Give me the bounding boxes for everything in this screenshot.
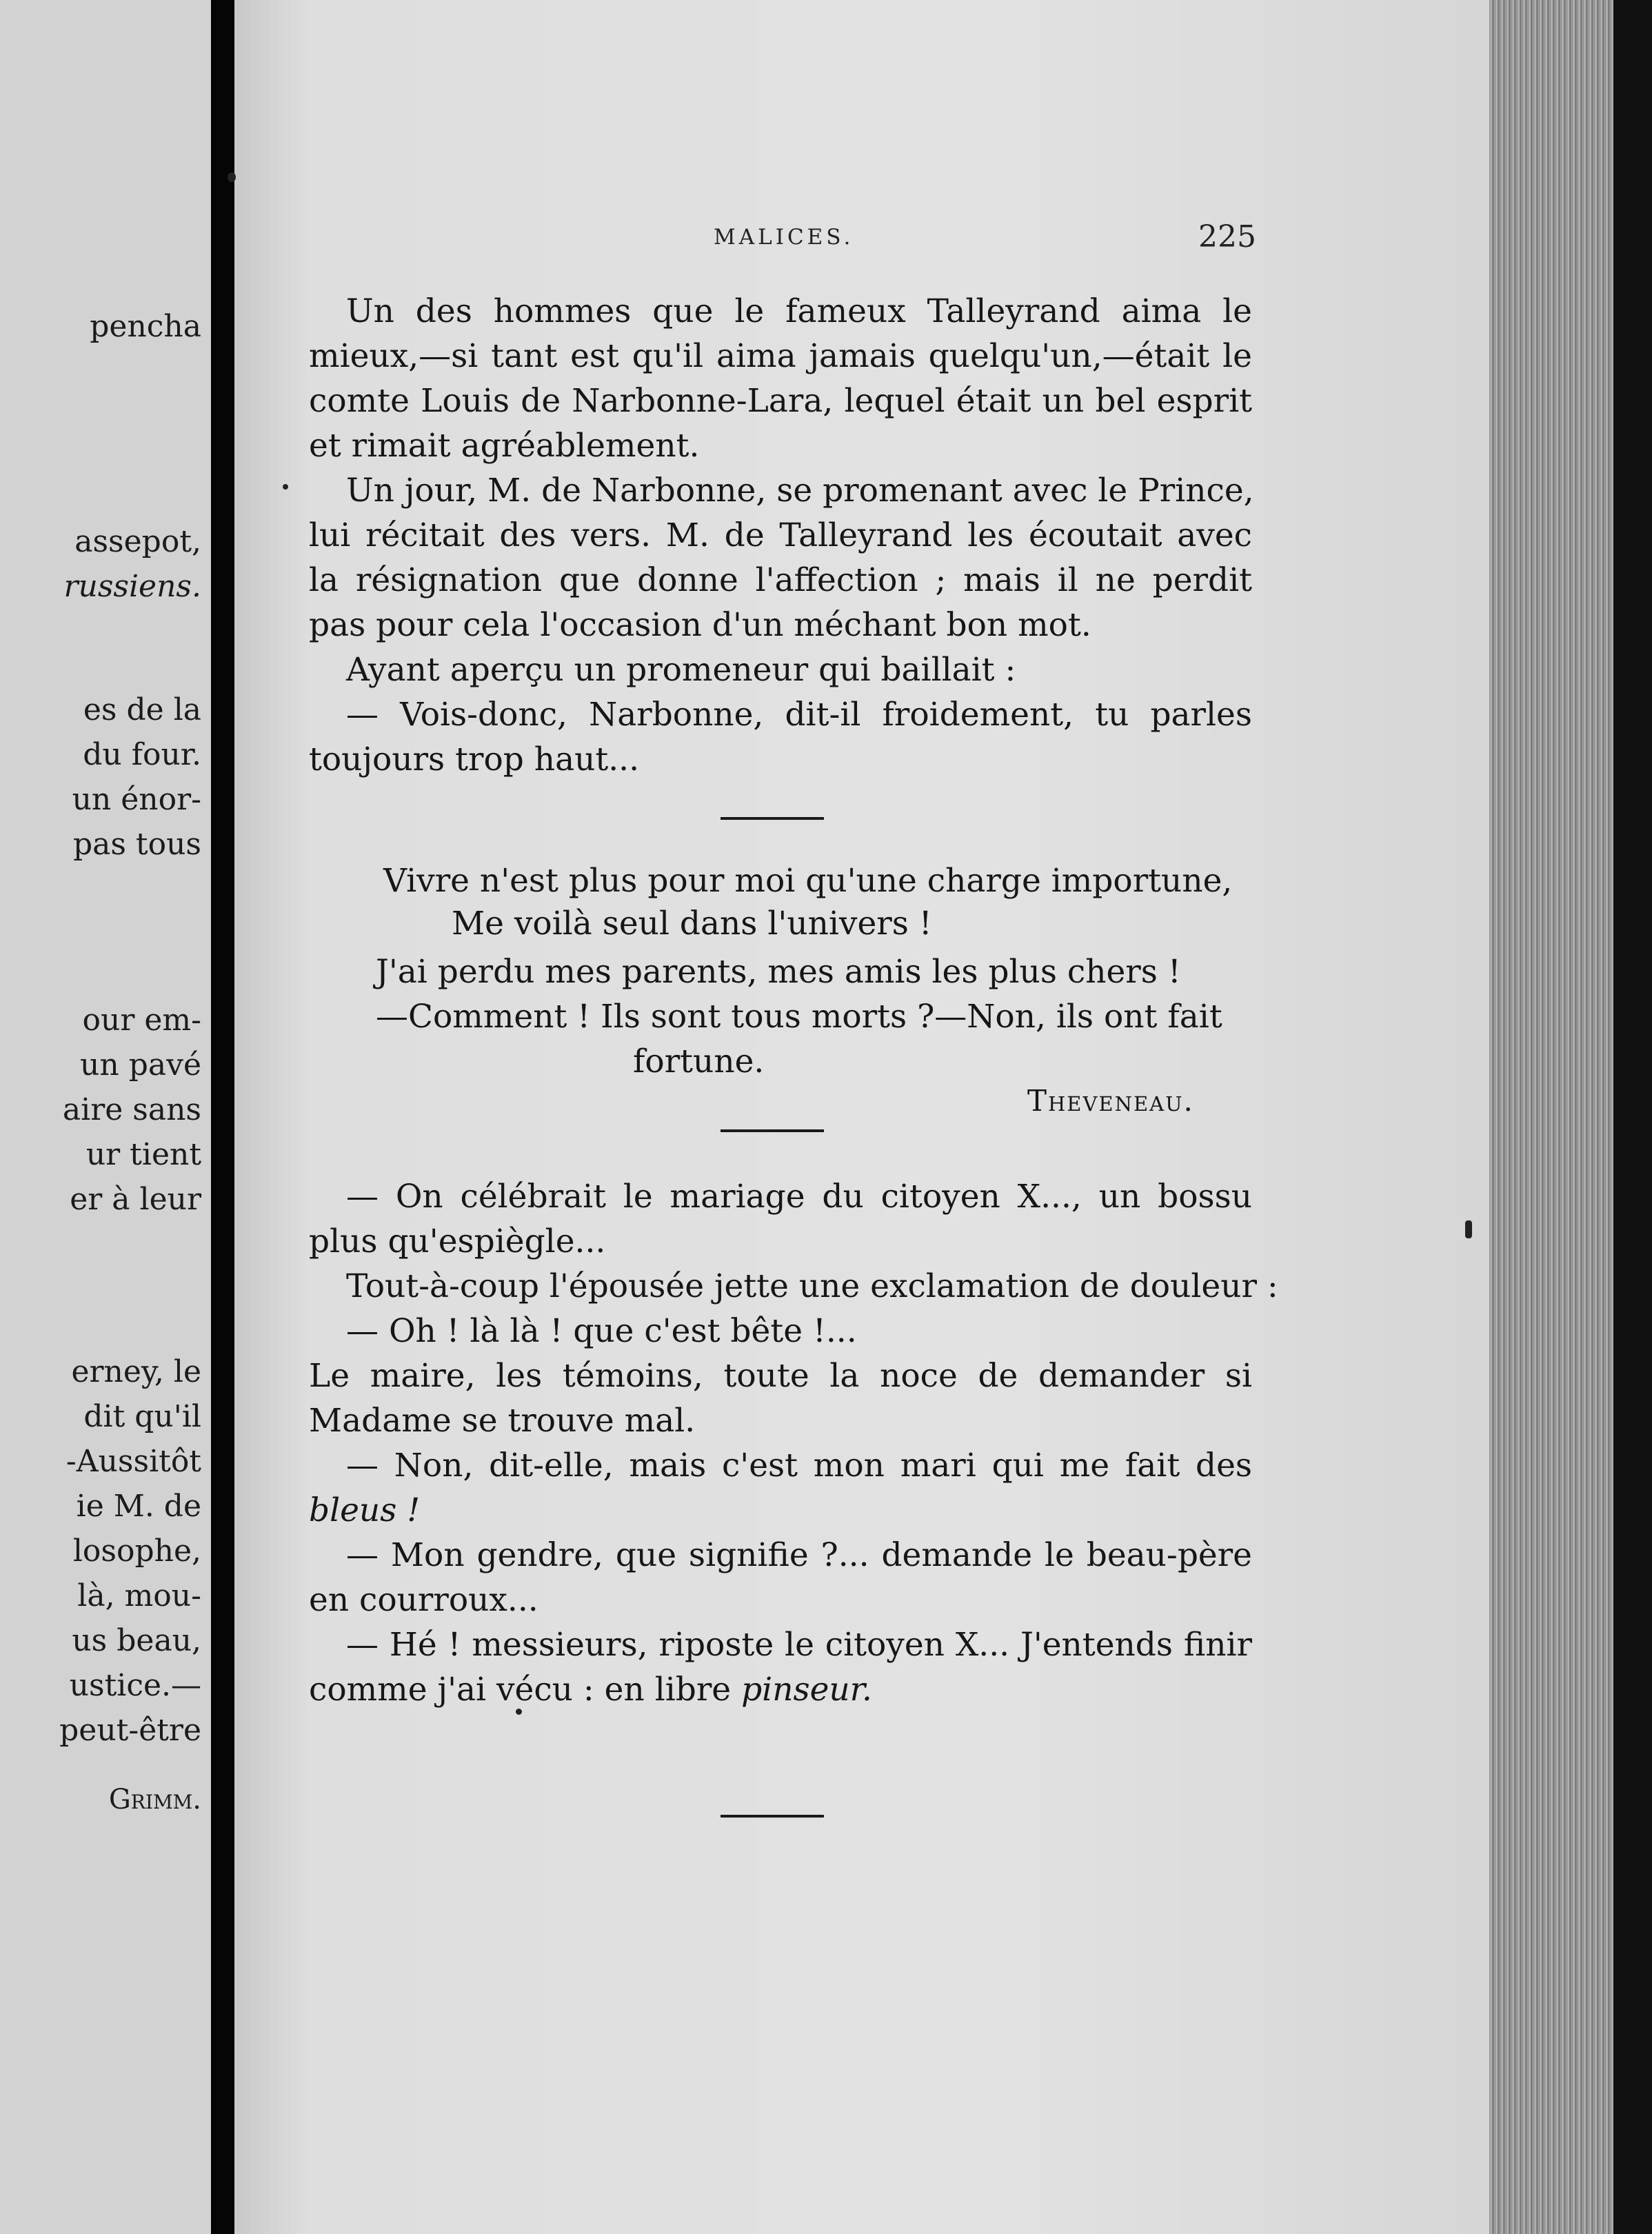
- verse-attribution: Theveneau.: [1027, 1084, 1194, 1118]
- left-page-line: our em-: [82, 1003, 201, 1038]
- left-page-line: ie M. de: [76, 1489, 201, 1524]
- verse-line: —Comment ! Ils sont tous morts ?—Non, ils ont fait: [376, 998, 1222, 1036]
- text-line: Le maire, les témoins, toute la noce de demander si: [309, 1357, 1252, 1395]
- page-number: 225: [1198, 219, 1256, 254]
- left-page-fragment: [0, 0, 211, 2234]
- section-divider: [721, 817, 824, 820]
- text-line: Un jour, M. de Narbonne, se promenant avec le Prince,: [346, 472, 1254, 510]
- left-page-line: du four.: [83, 737, 201, 772]
- verse-line: Me voilà seul dans l'univers !: [452, 905, 932, 943]
- left-page-line: assepot,: [74, 524, 201, 559]
- italic-word: pinseur.: [741, 1671, 872, 1709]
- left-page-line: dit qu'il: [83, 1399, 201, 1434]
- text-line: et rimait agréablement.: [309, 427, 700, 465]
- text-line: — Oh ! là là ! que c'est bête !...: [346, 1312, 857, 1350]
- scan-speck: [516, 1709, 522, 1715]
- text-line: — Vois-donc, Narbonne, dit-il froidement, tu parles: [346, 696, 1252, 734]
- running-title: MALICES.: [714, 225, 854, 250]
- text-line: Ayant aperçu un promeneur qui baillait :: [346, 651, 1016, 689]
- text-line: pas pour cela l'occasion d'un méchant bon mot.: [309, 606, 1091, 644]
- text-line: — Hé ! messieurs, riposte le citoyen X... J'entends finir: [346, 1626, 1252, 1664]
- left-page-line: ustice.—: [69, 1668, 201, 1703]
- left-page-attribution: Grimm.: [108, 1784, 201, 1815]
- left-page-line: pencha: [90, 309, 201, 344]
- scan-speck: [283, 484, 288, 490]
- section-divider: [721, 1129, 824, 1132]
- text-line: plus qu'espiègle...: [309, 1222, 606, 1260]
- left-page-line: un énor-: [72, 782, 201, 817]
- left-page-line: -Aussitôt: [66, 1444, 201, 1479]
- left-page-line: ur tient: [85, 1137, 201, 1172]
- text-line: Tout-à-coup l'épousée jette une exclamation de douleur :: [346, 1267, 1278, 1305]
- text-line: Madame se trouve mal.: [309, 1402, 696, 1440]
- text-line: — On célébrait le mariage du citoyen X..., un bossu: [346, 1178, 1252, 1216]
- left-page-line: russiens.: [63, 569, 201, 604]
- text-line: — Non, dit-elle, mais c'est mon mari qui me fait des: [346, 1447, 1252, 1485]
- text-line: toujours trop haut...: [309, 741, 640, 778]
- left-page-line: erney, le: [71, 1354, 201, 1389]
- text-line-final: [309, 1669, 1252, 1711]
- left-page-line: un pavé: [80, 1047, 201, 1083]
- text-line: la résignation que donne l'affection ; mais il ne perdit: [309, 561, 1252, 599]
- scan-speck: [1465, 1220, 1472, 1238]
- left-page-line: là, mou-: [77, 1578, 201, 1613]
- text-line: lui récitait des vers. M. de Talleyrand les écoutait avec: [309, 516, 1252, 554]
- left-page-line: pas tous: [72, 827, 201, 862]
- text-line: comte Louis de Narbonne-Lara, lequel était un bel esprit: [309, 382, 1252, 420]
- verse-line: Vivre n'est plus pour moi qu'une charge importune,: [383, 862, 1233, 900]
- text-line: bleus !: [309, 1491, 421, 1529]
- left-page-line: us beau,: [72, 1623, 201, 1658]
- text-line: Un des hommes que le fameux Talleyrand aima le: [346, 292, 1252, 330]
- left-page-line: aire sans: [62, 1092, 201, 1127]
- dark-border: [1613, 0, 1652, 2234]
- section-divider: [721, 1815, 824, 1818]
- verse-line: J'ai perdu mes parents, mes amis les plus chers !: [376, 953, 1181, 991]
- scan-speck: [228, 172, 236, 182]
- book-gutter: [211, 0, 234, 2234]
- book-page: [234, 0, 1489, 2234]
- verse-line: fortune.: [633, 1043, 765, 1080]
- left-page-line: er à leur: [70, 1182, 201, 1217]
- text-line: en courroux...: [309, 1581, 538, 1619]
- left-page-line: losophe,: [72, 1533, 201, 1569]
- text-segment: comme j'ai vécu : en libre: [309, 1671, 742, 1709]
- left-page-line: peut-être: [59, 1713, 201, 1748]
- text-line: mieux,—si tant est qu'il aima jamais quelqu'un,—était le: [309, 337, 1252, 375]
- left-page-line: es de la: [83, 692, 201, 727]
- text-line: — Mon gendre, que signifie ?... demande le beau-père: [346, 1536, 1252, 1574]
